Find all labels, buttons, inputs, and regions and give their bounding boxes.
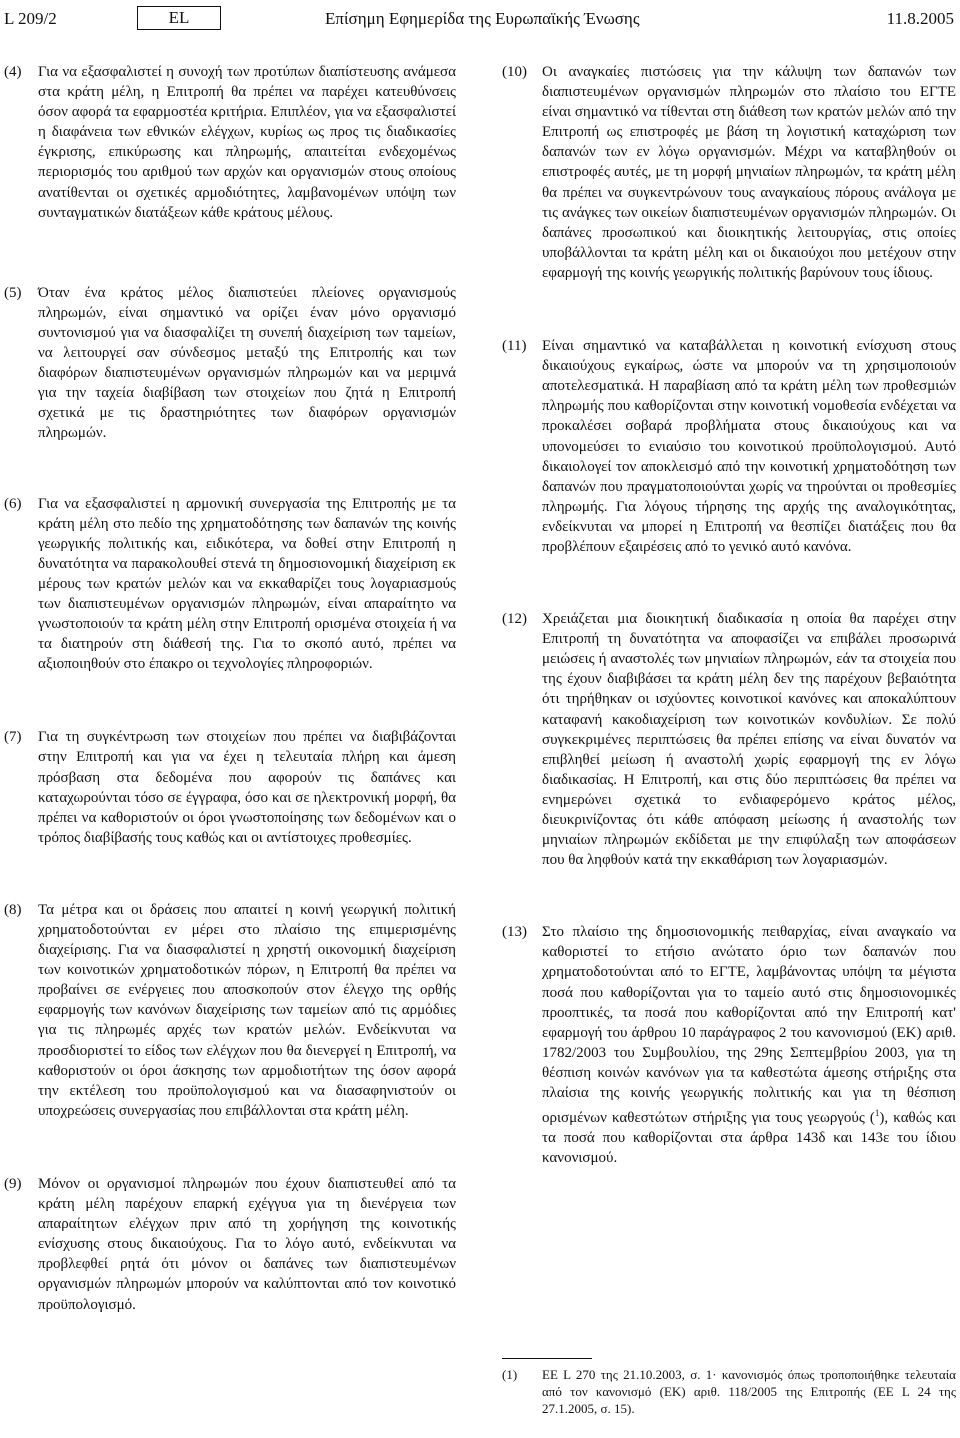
recital-10 <box>502 62 956 283</box>
recital-11 <box>502 336 956 557</box>
recital-number: (12) <box>502 611 527 628</box>
recital-number: (5) <box>4 284 22 301</box>
recital-number: (8) <box>4 901 22 918</box>
recital-text-part: ), καθώς και τα ποσά που καθορίζονται στα άρθρα 143δ και 143ε του ίδιου κανονισμού. <box>542 1110 956 1167</box>
recital-text: Για να εξασφαλιστεί η συνοχή των προτύπων διαπίστευσης ανάμεσα στα κράτη μέλη, η Επιτροπή θα πρέπει να παρέχει κατευθύνσεις όσον αφορά τα εφαρμοστέα κριτήρια. Επιπλέον, για να εξασφαλιστεί η διαφάνεια των εθνικών ελέγχων, κυρίως ως προς τις διαδικασίες έγκρισης, επικύρωσης και πληρωμής, απαιτείται ενδεχομένως περιορισμός του αριθμού των αρχών και οργανισμών στους οποίους ανατίθενται οι σχετικές αρμοδιότητες, λαμβανομένων υπόψη των συνταγματικών διατάξεων κάθε κράτους μέλους. <box>38 64 456 221</box>
recital-text <box>542 922 956 1168</box>
recital-5 <box>4 283 456 444</box>
recital-13 <box>502 922 956 1168</box>
footnote-separator <box>502 1358 592 1359</box>
recital-number: (6) <box>4 495 22 512</box>
language-box: EL <box>137 6 221 30</box>
recital-4 <box>4 62 456 223</box>
recital-8 <box>4 900 456 1121</box>
issue-date: 11.8.2005 <box>886 9 954 28</box>
page-number: L 209/2 <box>4 9 57 28</box>
recital-number: (10) <box>502 64 527 80</box>
recital-text: Τα μέτρα και οι δράσεις που απαιτεί η κοινή γεωργική πολιτική χρηματοδοτούνται εν μέρει στο πλαίσιο της επιμερισμένης διαχείρισης. Για να διασφαλιστεί η χρηστή οικονομική διαχείριση των κοινοτικών χρηματοδοτικών πόρων, η Επιτροπή θα πρέπει να προβαίνει σε ενέργειες που αποσκοπούν στον έλεγχο της ορθής εφαρμογής των κανόνων διαχείρισης των ταμείων από τις αρμόδιες για τις πληρωμές αρχές των κρατών μελών. Ενδείκνυται να προσδιοριστεί το είδος των ελέγχων που θα διενεργεί η Επιτροπή, να καθοριστούν οι όροι άσκησης των αρμοδιοτήτων της όσον αφορά την εκτέλεση του προϋπολογισμού και να διασαφηνιστούν οι υποχρεώσεις συνεργασίας που επιβάλλονται στα κράτη μέλη. <box>38 901 456 1119</box>
recital-text: Χρειάζεται μια διοικητική διαδικασία η οποία θα παρέχει στην Επιτροπή τη δυνατότητα να αποφασίζει να επιβάλει προσωρινά μειώσεις ή αναστολές των μηνιαίων πληρωμών, εάν τα στοιχεία που της έχουν διαβιβάσει τα κράτη μέλη δεν της παρέχουν βεβαιότητα ότι τηρήθηκαν οι ισχύοντες κοινοτικοί κανόνες και αποκαλύπτουν καταφανή κακοδιαχείριση των κοινοτικών κονδυλίων. Σε πολύ συγκεκριμένες περιπτώσεις θα πρέπει επίσης να είναι δυνατόν να επιβληθεί μείωση ή αναστολή χωρίς εφαρμογή της εν λόγω διαδικασίας. Η Επιτροπή, και στις δύο περιπτώσεις θα πρέπει να ενημερώνει σχετικά το ενδιαφερόμενο κράτος μέλος, διευκρινίζοντας ότι κάθε απόφαση μείωσης ή αναστολής των μηνιαίων πληρωμών εκδίδεται με την επιφύλαξη των αποφάσεων που θα ληφθούν κατά την εκκαθάριση των λογαριασμών. <box>542 611 956 869</box>
recital-7 <box>4 727 456 848</box>
recital-number: (9) <box>4 1175 22 1192</box>
recital-number: (11) <box>502 338 527 355</box>
footnote-text: ΕΕ L 270 της 21.10.2003, σ. 1· κανονισμός όπως τροποποιήθηκε τελευταία από τον κανονισμό (ΕΚ) αριθ. 118/2005 της Επιτροπής (ΕΕ L 24 της 27.1.2005, σ. 15). <box>542 1367 956 1416</box>
recital-9 <box>4 1174 456 1315</box>
page-header <box>0 6 960 32</box>
recital-text: Οι αναγκαίες πιστώσεις για την κάλυψη των δαπανών των διαπιστευμένων οργανισμών πληρωμών στο πλαίσιο του ΕΓΤΕ είναι σημαντικό να τίθενται στη διάθεση των κρατών μελών από την Επιτροπή ως επιστροφές με βάση τη λογιστική καταχώριση των δαπανών των εν λόγω οργανισμών. Μέχρι να καταβληθούν οι επιστροφές αυτές, με τη μορφή μηνιαίων πληρωμών, τα κράτη μέλη θα πρέπει να συγκεντρώνουν τους αναγκαίους πόρους ανάλογα με τις ανάγκες των οικείων διαπιστευμένων οργανισμών πληρωμών. Οι δαπάνες προσωπικού και διοικητικής λειτουργίας, στις οποίες υποβάλλονται τα κράτη μέλη και οι δικαιούχοι που μετέχουν στην εφαρμογή της κοινής γεωργικής πολιτικής βαρύνουν τους ίδιους. <box>542 64 956 281</box>
footnote <box>502 1366 956 1417</box>
footnote-reference: 1 <box>874 1108 880 1119</box>
recital-number: (13) <box>502 924 527 941</box>
recital-text: Μόνον οι οργανισμοί πληρωμών που έχουν διαπιστευθεί από τα κράτη μέλη παρέχουν επαρκή εχέγγυα για τη διενέργεια των απαραίτητων ελέγχων πριν από τη χορήγηση της κοινοτικής ενίσχυσης στους δικαιούχους. Για το λόγο αυτό, ενδείκνυται να προβλεφθεί ρητά ότι μόνον οι δαπάνες των διαπιστευμένων οργανισμών πληρωμών μπορούν να καλύπτονται από τον κοινοτικό προϋπολογισμό. <box>38 1175 456 1313</box>
recital-text: Είναι σημαντικό να καταβάλλεται η κοινοτική ενίσχυση στους δικαιούχους εγκαίρως, ώστε να μπορούν να τη χρησιμοποιούν αποτελεσματικά. Η παραβίαση από τα κράτη μέλη των προθεσμιών πληρωμής που καθορίζονται στην κοινοτική νομοθεσία ενδέχεται να προκαλέσει σοβαρά προβλήματα στους δικαιούχους και να υπονομεύσει το ενιαύσιο του κοινοτικού προϋπολογισμού. Αυτό δικαιολογεί τον αποκλεισμό από την κοινοτική χρηματοδότηση των δαπανών που πραγματοποιούνται χωρίς να τηρούνται οι προθεσμίες πληρωμής. Για λόγους τήρησης της αρχής της αναλογικότητας, ενδείκνυται να μπορεί η Επιτροπή να θεσπίζει διατάξεις που θα προβλέπουν εξαιρέσεις από το γενικό αυτό κανόνα. <box>542 338 956 555</box>
recital-number: (7) <box>4 729 22 746</box>
recital-text: Για τη συγκέντρωση των στοιχείων που πρέπει να διαβιβάζονται στην Επιτροπή και για να έχει η τελευταία πλήρη και άμεση πρόσβαση στα δεδομένα που αφορούν τις δαπάνες και καταχωρούνται τόσο σε έγγραφα, όσο και σε ηλεκτρονική μορφή, θα πρέπει να καθοριστούν οι όροι γνωστοποίησης των δεδομένων και ο τρόπος διαβίβασής τους καθώς και οι αντίστοιχες προθεσμίες. <box>38 729 456 846</box>
footnote-number: (1) <box>502 1367 518 1382</box>
recital-6 <box>4 494 456 675</box>
right-column <box>502 62 956 1168</box>
recital-text: Όταν ένα κράτος μέλος διαπιστεύει πλείονες οργανισμούς πληρωμών, είναι σημαντικό να ορίζει έναν μόνο οργανισμό συντονισμού για να διασφαλίζει τη συνεπή διαχείριση των ταμείων, να λειτουργεί σαν σύνδεσμος μεταξύ της Επιτροπής και των διαφόρων διαπιστευμένων οργανισμών πληρωμών και να μεριμνά για την ταχεία διαβίβαση των στοιχείων που ζητά η Επιτροπή σχετικά με τις δραστηριότητες των διαφόρων οργανισμών πληρωμών. <box>38 284 456 442</box>
journal-title: Επίσημη Εφημερίδα της Ευρωπαϊκής Ένωσης <box>325 9 640 28</box>
left-column <box>4 62 456 1315</box>
recital-text-part: Στο πλαίσιο της δημοσιονομικής πειθαρχίας, είναι αναγκαίο να καθοριστεί το ετήσιο ανώτατο όριο των δαπανών που χρηματοδοτούνται από το ΕΓΤΕ, λαμβάνοντας υπόψη τα μέγιστα ποσά που καθορίζονται για το ταμείο αυτό στις δημοσιονομικές προοπτικές, τα ποσά που καθορίζονται από την Επιτροπή κατ' εφαρμογή του άρθρου 10 παράγραφος 2 του κανονισμού (ΕΚ) αριθ. 1782/2003 του Συμβουλίου, της 29ης Σεπτεμβρίου 2003, για τη θέσπιση κοινών κανόνων για τα καθεστώτα άμεσης στήριξης στα πλαίσια της κοινής γεωργικής πολιτικής και για τη θέσπιση ορισμένων καθεστώτων στήριξης για τους γεωργούς ( <box>542 924 956 1127</box>
recital-number: (4) <box>4 64 22 80</box>
recital-12 <box>502 609 956 870</box>
recital-text: Για να εξασφαλιστεί η αρμονική συνεργασία της Επιτροπής με τα κράτη μέλη στο πεδίο της χρηματοδότησης των δαπανών της κοινής γεωργικής πολιτικής και, ειδικότερα, να δοθεί στην Επιτροπή η δυνατότητα να παρακολουθεί στενά τη δημοσιονομική διαχείριση εκ μέρους των κρατών μελών και να εκκαθαρίζει τους λογαριασμούς των διαπιστευμένων οργανισμών πληρωμών, είναι απαραίτητο να γνωστοποιούν τα κράτη μέλη στην Επιτροπή ορισμένα στοιχεία ή να τα διατηρούν στη διάθεσή της. Για το σκοπό αυτό, πρέπει να αξιοποιηθούν στο έπακρο οι τεχνολογίες πληροφοριών. <box>38 495 456 673</box>
